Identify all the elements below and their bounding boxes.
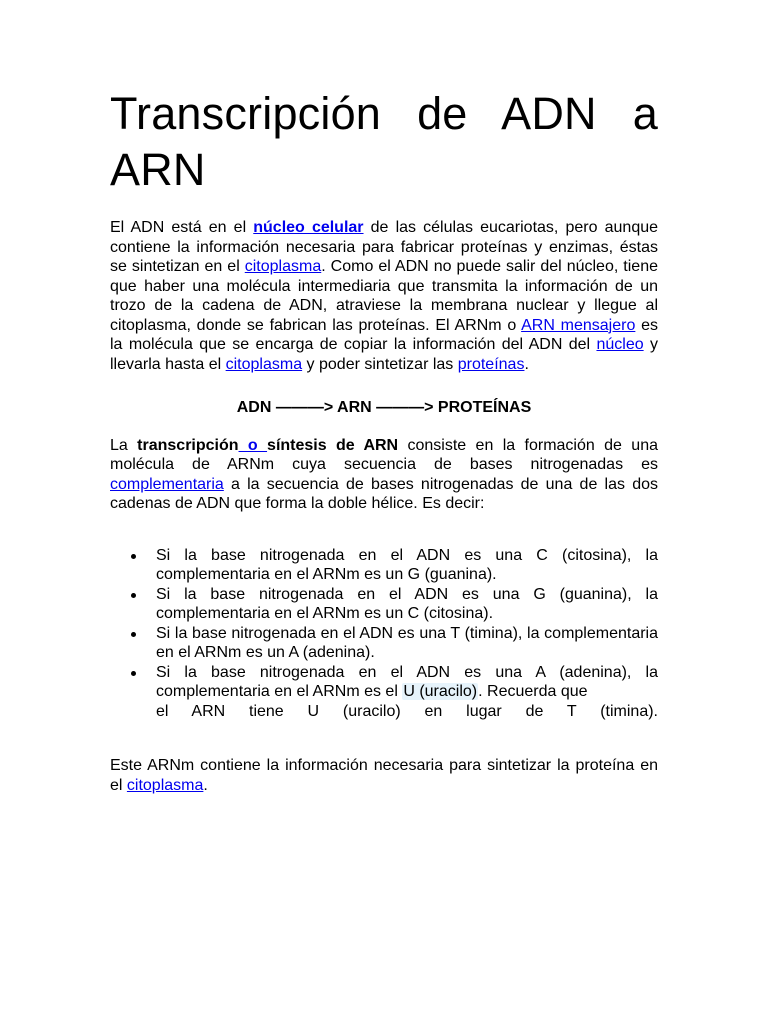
link-nucleo[interactable]: núcleo (596, 336, 644, 353)
link-arn-mensajero[interactable]: ARN mensajero (521, 316, 636, 334)
intro-text-2: de las células eucariotas, pero aunque contiene la información necesaria para fabricar proteínas y enzimas, éstas se sintetizan en el (110, 219, 659, 275)
intro-text-7: . (524, 355, 529, 373)
synthesis-term: síntesis de ARN (267, 436, 399, 454)
final-text-2: . (203, 776, 208, 794)
list-item (110, 663, 658, 722)
document-page (110, 86, 658, 795)
bullet-icon (131, 671, 136, 676)
final-text-1: Este ARNm contiene la información necesaria para sintetizar la proteína en el (110, 757, 658, 794)
transcription-text-2: consiste en la formación de una molécula de ARNm cuya secuencia de bases nitrogenadas es (110, 436, 658, 473)
intro-text-5: y llevarla hasta el (110, 336, 658, 373)
link-citoplasma-1[interactable]: citoplasma (244, 258, 322, 275)
list-item-text: Si la base nitrogenada en el ADN es una C (citosina), la complementaria en el ARNm es un G (guanina). (156, 546, 658, 583)
list-item (110, 546, 658, 585)
intro-paragraph (110, 218, 658, 374)
link-proteinas[interactable]: proteínas (457, 355, 525, 373)
bullet-icon (131, 593, 136, 598)
list-item-last-line: el ARN tiene U (uracilo) en lugar de T (timina). (156, 702, 658, 720)
list-item-text: Si la base nitrogenada en el ADN es una T (timina), la complementaria en el ARNm es un A (adenina). (156, 624, 658, 661)
bullet-icon (131, 632, 136, 637)
transcription-text-1: La (110, 436, 138, 454)
link-citoplasma-2[interactable]: citoplasma (225, 355, 303, 373)
list-item (110, 585, 658, 624)
bullet-icon (131, 554, 136, 559)
link-o[interactable]: o (238, 436, 268, 454)
list-item (110, 624, 658, 663)
final-paragraph (110, 756, 658, 795)
page-title: Transcripción de ADN a ARN (110, 88, 658, 195)
intro-text-3: . Como el ADN no puede salir del núcleo, tiene que haber una molécula intermediaria que transmita la información de un trozo de la cadena de ADN, atraviese la membrana nuclear y llegue al citoplasma, donde se fabrican las proteínas. El ARNm o (110, 258, 658, 334)
link-citoplasma-3[interactable]: citoplasma (126, 776, 204, 794)
base-pairing-list (110, 546, 658, 722)
intro-text-1: El ADN está en el (110, 219, 254, 236)
link-nucleo-celular[interactable]: núcleo celular (253, 219, 364, 236)
link-complementaria[interactable]: complementaria (110, 475, 224, 493)
transcription-text-3: a la secuencia de bases nitrogenadas de una de las dos cadenas de ADN que forma la doble hélice. Es decir: (110, 475, 658, 512)
intro-text-4: es la molécula que se encarga de copiar la información del ADN del (110, 316, 659, 353)
transcription-term: transcripción (137, 436, 239, 454)
intro-text-6: y poder sintetizar las (302, 355, 458, 373)
transcription-paragraph (110, 436, 658, 514)
uracilo-highlight: U (uracilo) (403, 683, 478, 700)
list-item-text: Si la base nitrogenada en el ADN es una G (guanina), la complementaria en el ARNm es un C (citosina). (156, 585, 658, 622)
list-item-text: . Recuerda que (478, 683, 588, 700)
list-item-text: Si la base nitrogenada en el ADN es una A (adenina), la complementaria en el ARNm es el (156, 663, 658, 700)
flow-line: ADN ———> ARN ———> PROTEÍNAS (236, 399, 532, 416)
